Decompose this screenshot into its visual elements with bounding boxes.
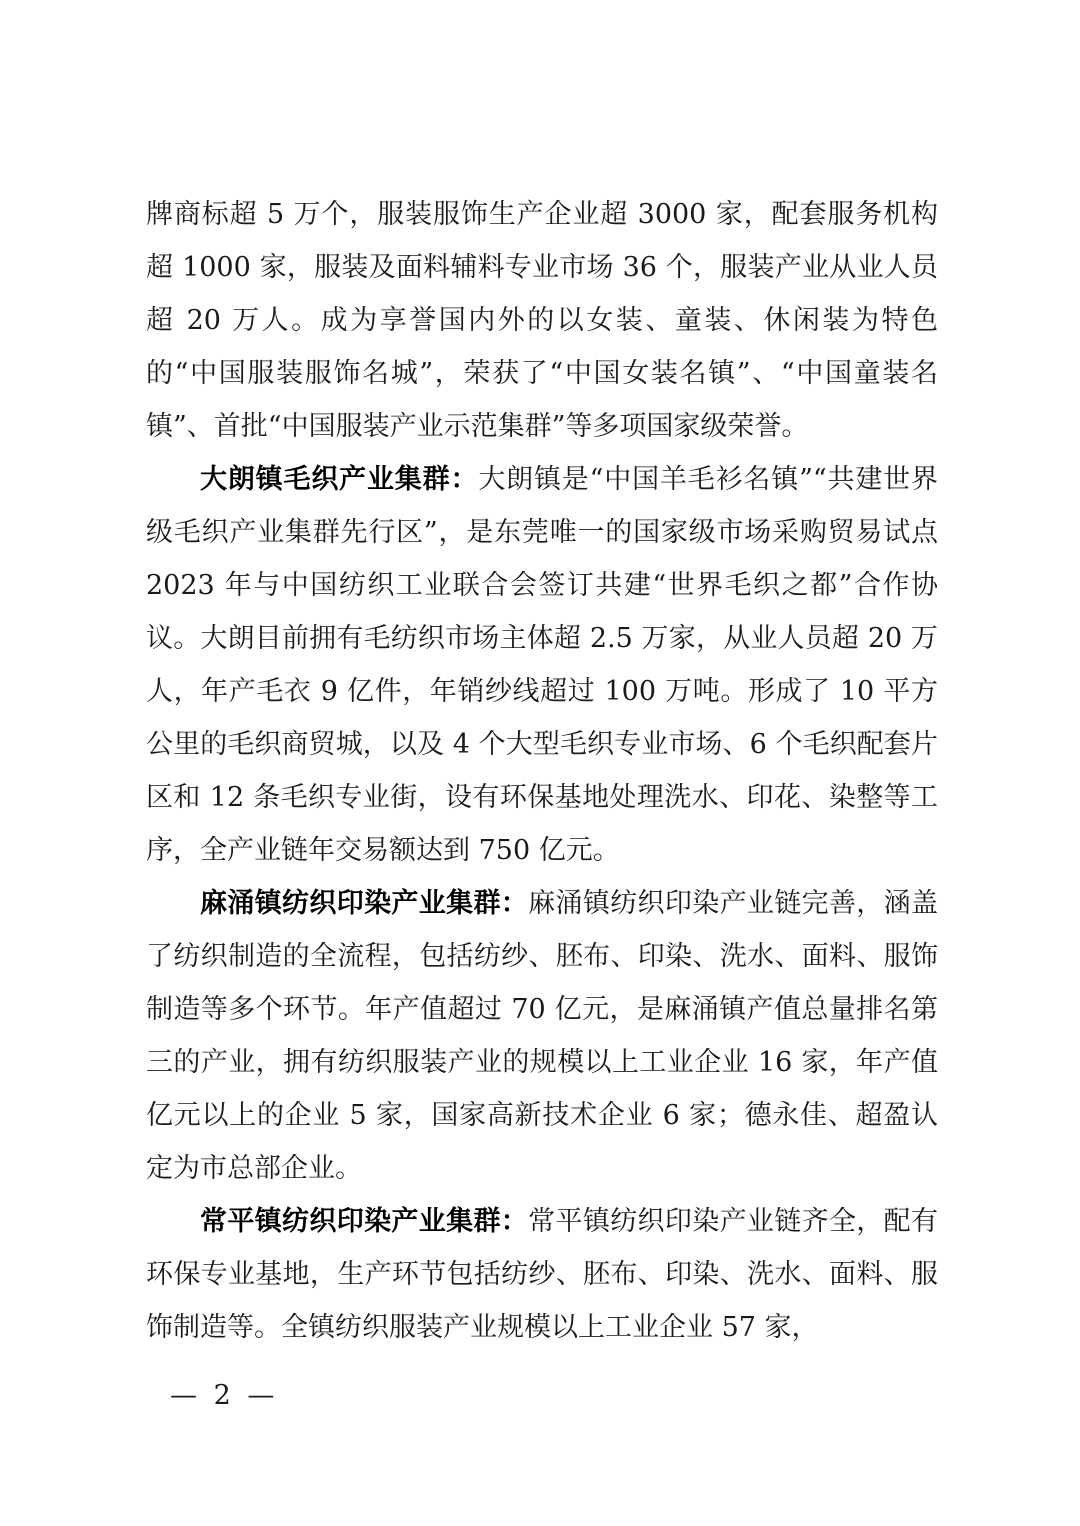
body-text <box>146 188 938 1354</box>
paragraph-machong <box>146 877 938 1195</box>
paragraph-text: 常平镇纺织印染产业链齐全，配有环保专业基地，生产环节包括纺纱、胚布、印染、洗水、面料、服饰制造等。全镇纺织服装产业规模以上工业企业 57 家， <box>146 1206 939 1343</box>
paragraph-dalang <box>146 453 938 877</box>
page-number: — 2 — <box>170 1380 279 1411</box>
paragraph-text: 麻涌镇纺织印染产业链完善，涵盖了纺织制造的全流程，包括纺纱、胚布、印染、洗水、面料、服饰制造等多个环节。年产值超过 70 亿元，是麻涌镇产值总量排名第三的产业，拥有纺织服装产业的规模以上工业企业 16 家，年产值亿元以上的企业 5 家，国家高新技术企业 6 家；德永佳、超盈认定为市总部企业。 <box>146 888 939 1184</box>
paragraph-lead: 麻涌镇纺织印染产业集群： <box>200 888 529 919</box>
paragraph-lead: 大朗镇毛织产业集群： <box>200 464 479 495</box>
paragraph-text: 牌商标超 5 万个，服装服饰生产企业超 3000 家，配套服务机构超 1000 家，服装及面料辅料专业市场 36 个，服装产业从业人员超 20 万人。成为享誉国内外的以女装、童装、休闲装为特色的“中国服装服饰名城”，荣获了“中国女装名镇”、“中国童装名镇”、首批“中国服装产业示范集群”等多项国家级荣誉。 <box>146 199 938 442</box>
paragraph-lead: 常平镇纺织印染产业集群： <box>200 1206 529 1237</box>
paragraph-text: 大朗镇是“中国羊毛衫名镇”“共建世界级毛织产业集群先行区”，是东莞唯一的国家级市场采购贸易试点 2023 年与中国纺织工业联合会签订共建“世界毛织之都”合作协议。大朗目前拥有毛纺织市场主体超 2.5 万家，从业人员超 20 万人，年产毛衣 9 亿件，年销纱线超过 100 万吨。形成了 10 平方公里的毛织商贸城，以及 4 个大型毛织专业市场、6 个毛织配套片区和 12 条毛织专业街，设有环保基地处理洗水、印花、染整等工序，全产业链年交易额达到 750 亿元。 <box>146 464 939 866</box>
paragraph-changping <box>146 1195 938 1354</box>
paragraph-1 <box>146 188 938 453</box>
